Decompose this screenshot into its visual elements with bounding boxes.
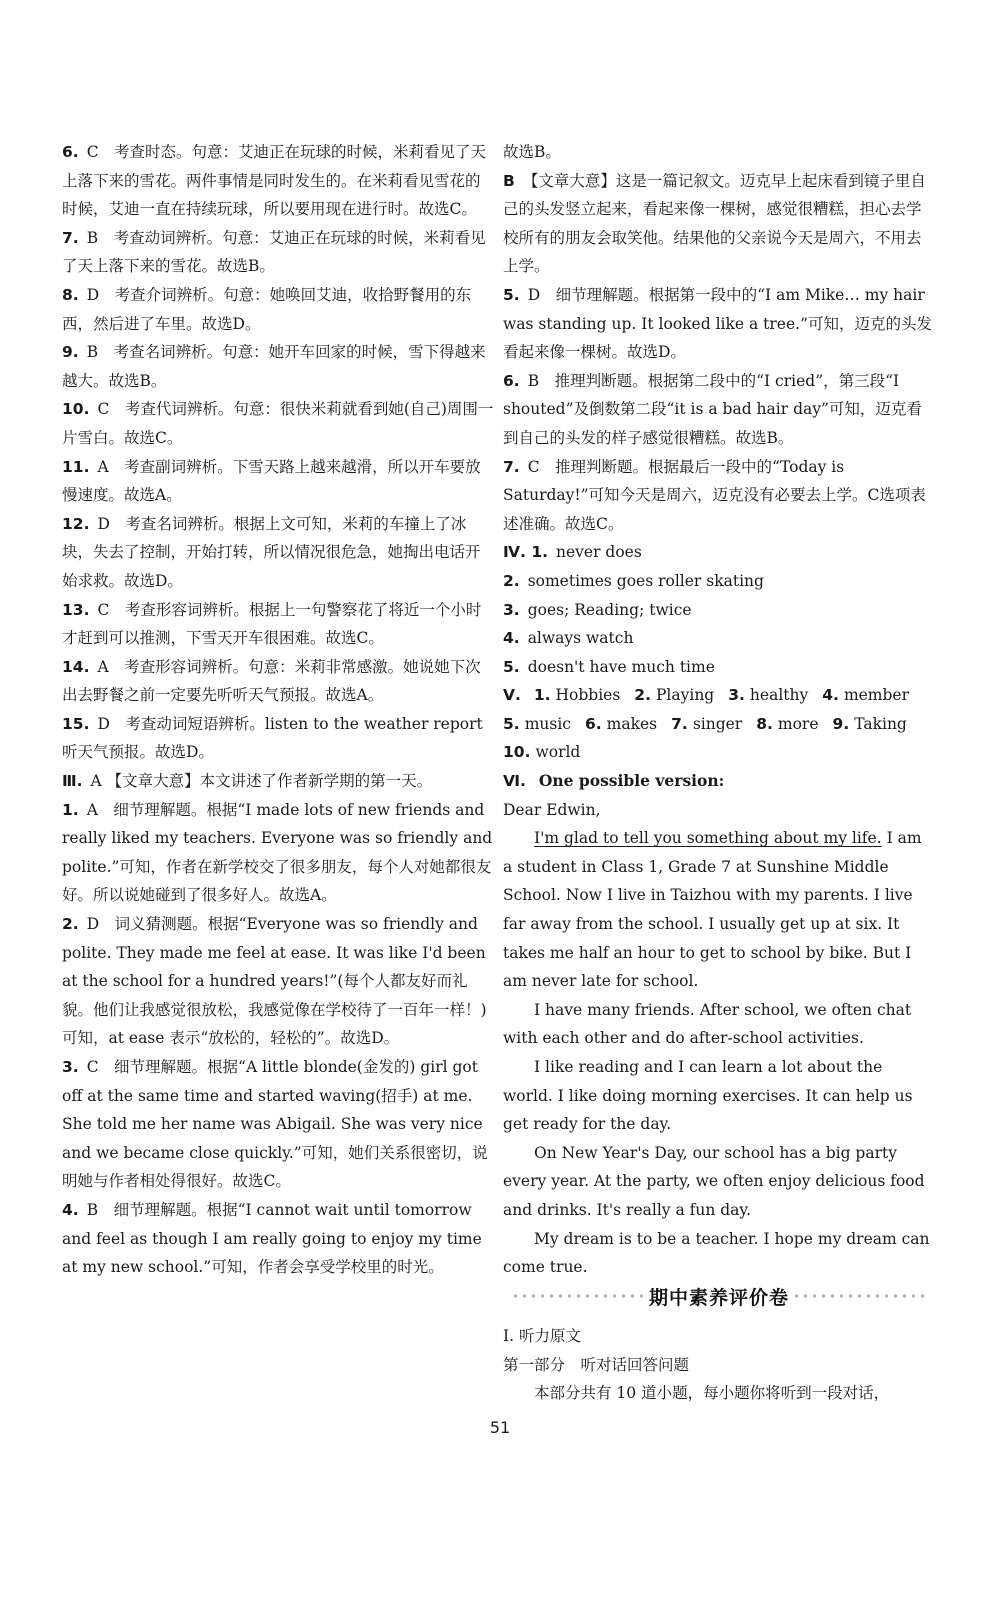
item-text: sometimes goes roller skating [527,571,764,590]
left-item [62,510,494,596]
blank-answer [756,715,818,733]
left-item [62,1196,494,1282]
item-number: 4. [503,629,520,648]
blank-number: 3. [728,686,745,705]
item-number: 1. [62,800,79,819]
blank-answer [503,715,571,733]
blank-word: member [843,686,910,705]
blank-answer [503,743,580,761]
letter-paragraph-1-rest: I am a student in Class 1, Grade 7 at Sunshine Middle School. Now I live in Taizhou with my parents. I live far away from the school. I usually get up at six. It takes me half an hour to get to school by bike. But I am never late for school. [503,829,922,991]
midterm-part-1: 第一部分 听对话回答问题 [503,1355,690,1374]
item-text: D 词义猜测题。根据“Everyone was so friendly and polite. They made me feel at ease. It was like I'd been at the school for a hundred years!”(每个人都友好而礼貌。他们让我感觉很放松，我感觉像在学校待了一百年一样！)可知，at ease 表示“放松的，轻松的”。故选D。 [62,915,487,1048]
section-v-label: Ⅴ. [503,686,521,705]
blank-answer [534,686,620,704]
blank-word: Hobbies [555,686,621,705]
left-item [62,910,494,1053]
item-text: doesn't have much time [527,657,715,676]
blank-word: Taking [854,714,907,733]
blank-word: healthy [749,686,809,705]
right-item [503,538,935,567]
item-number: 5. [503,285,520,304]
item-number: 10. [62,400,90,419]
item-number: 6. [62,143,79,161]
right-item [503,167,935,281]
item-number: Ⅳ. 1. [503,543,548,562]
item-text: D 考查名词辨析。根据上文可知，米莉的车撞上了冰块，失去了控制，开始打转，所以情况很危急，她掏出电话开始求救。故选D。 [62,514,481,590]
item-text: C 考查代词辨析。句意：很快米莉就看到她(自己)周围一片雪白。故选C。 [62,400,494,447]
right-item [503,367,935,453]
item-text: D 考查动词短语辨析。listen to the weather report 听天气预报。故选D。 [62,714,483,762]
blank-answer [728,686,808,704]
item-text: B 考查动词辨析。句意：艾迪正在玩球的时候，米莉看见了天上落下来的雪花。故选B。 [62,228,486,276]
section-vi [503,767,935,796]
section-vi-label: Ⅵ. [503,772,526,791]
item-text: A 考查形容词辨析。句意：米莉非常感激。她说她下次出去野餐之前一定要先听听天气预报。故选A。 [62,657,481,705]
letter-paragraph-4: On New Year's Day, our school has a big party every year. At the party, we often enjoy delicious food and drinks. It's really a fun day. [503,1143,925,1219]
left-item [62,596,494,653]
blank-word: makes [606,714,658,733]
midterm-intro: 本部分共有 10 道小题，每小题你将听到一段对话， [534,1384,890,1403]
item-number: 3. [62,1058,79,1076]
right-item [503,624,935,653]
banner-dots-left [514,1292,643,1300]
left-item [62,710,494,767]
blank-word: singer [692,714,743,733]
letter-salutation: Dear Edwin, [503,800,601,819]
left-item [62,1053,494,1196]
item-number: 8. [62,285,79,304]
item-text: C 推理判断题。根据最后一段中的“Today is Saturday!”可知今天是周六，迈克没有必要去上学。C选项表述准确。故选C。 [503,457,926,533]
letter-first-sentence: I'm glad to tell you something about my life. [534,829,882,848]
letter-paragraph-1 [503,824,935,996]
item-text: goes; Reading; twice [527,600,692,619]
item-text: 故选B。 [503,143,561,161]
item-number: 5. [503,657,520,676]
blank-number: 10. [503,743,531,762]
page-number: 51 [489,1418,511,1437]
left-item [62,767,494,796]
item-number: B [503,171,515,190]
blank-word: Playing [655,686,715,705]
item-text: A 细节理解题。根据“I made lots of new friends and really liked my teachers. Everyone was so friendly and polite.”可知，作者在新学校交了很多朋友，每个人对她都很友好。所以说她碰到了很多好人。故选A。 [62,800,493,905]
blank-number: 1. [533,686,551,705]
item-number: Ⅲ. [62,772,83,791]
section-v-row3 [503,738,935,767]
item-number: 7. [503,457,520,476]
midterm-section-1: Ⅰ. 听力原文 [503,1327,581,1345]
item-number: 15. [62,714,90,733]
blank-number: 9. [832,714,850,733]
midterm-banner [508,1274,930,1318]
right-item [503,281,935,367]
item-number: 9. [62,343,79,362]
item-text: C 细节理解题。根据“A little blonde(金发的) girl got off at the same time and started waving(招手) at me. She told me her name was Abigail. She was very nice and we became close quickly.”可知，她们关系很密切，说明她与作者相处得很好。故选C。 [62,1058,488,1191]
midterm-content [503,1322,935,1408]
right-item [503,653,935,682]
section-v [503,681,935,710]
blank-answer [822,686,909,704]
item-number: 14. [62,657,90,676]
right-item [503,138,935,167]
left-item [62,653,494,710]
blank-word: world [535,743,581,762]
banner-dots-right [795,1292,924,1300]
item-number: 12. [62,514,90,533]
section-v-row2 [503,710,935,739]
left-item [62,338,494,395]
item-number: 11. [62,457,90,476]
letter-paragraph-2: I have many friends. After school, we often chat with each other and do after-school activities. [503,1000,912,1048]
right-column [503,138,935,1282]
item-text: always watch [527,629,634,648]
left-item [62,796,494,910]
blank-number: 4. [822,686,839,705]
letter-paragraph-3: I like reading and I can learn a lot about the world. I like doing morning exercises. It can help us get ready for the day. [503,1058,913,1134]
right-item [503,596,935,625]
left-item [62,453,494,510]
letter-paragraph-5: My dream is to be a teacher. I hope my dream can come true. [503,1229,930,1277]
item-number: 6. [503,371,520,390]
left-column [62,138,494,1282]
item-text: C 考查时态。句意：艾迪正在玩球的时候，米莉看见了天上落下来的雪花。两件事情是同时发生的。在米莉看见雪花的时候，艾迪一直在持续玩球，所以要用现在进行时。故选C。 [62,143,487,219]
blank-number: 6. [584,714,602,733]
item-text: never does [556,543,642,562]
item-text: B 细节理解题。根据“I cannot wait until tomorrow and feel as though I am really going to enjoy my time at my new school.”可知，作者会享受学校里的时光。 [62,1200,482,1277]
item-text: A 考查副词辨析。下雪天路上越来越滑，所以开车要放慢速度。故选A。 [62,457,481,505]
right-column-items [503,138,935,681]
item-text: B 推理判断题。根据第二段中的“I cried”，第三段“I shouted”及倒数第二段“it is a bad hair day”可知，迈克看到自己的头发的样子感觉很糟糕。故选B。 [503,371,922,447]
item-text: C 考查形容词辨析。根据上一句警察花了将近一个小时才赶到可以推测，下雪天开车很困难。故选C。 [62,600,482,648]
blank-answer [671,715,742,733]
midterm-title: 期中素养评价卷 [649,1286,790,1309]
item-text: B 考查名词辨析。句意：她开车回家的时候，雪下得越来越大。故选B。 [62,343,486,390]
left-item [62,224,494,281]
item-number: 4. [62,1200,79,1219]
section-vi-heading: One possible version: [538,771,725,791]
item-number: 7. [62,228,79,247]
item-number: 13. [62,600,90,619]
blank-answer [833,715,907,733]
item-text: A 【文章大意】本文讲述了作者新学期的第一天。 [90,772,433,791]
item-number: 2. [62,915,79,934]
blank-number: 8. [756,714,773,733]
item-number: 3. [503,600,520,619]
blank-number: 5. [503,714,520,733]
right-item [503,567,935,596]
blank-number: 7. [671,714,688,733]
item-text: D 考查介词辨析。句意：她唤回艾迪，收拾野餐用的东西，然后进了车里。故选D。 [62,285,472,333]
item-number: 2. [503,571,520,590]
item-text: 【文章大意】这是一篇记叙文。迈克早上起床看到镜子里自己的头发竖立起来，看起来像一棵树，感觉很糟糕，担心去学校所有的朋友会取笑他。结果他的父亲说今天是周六，不用去上学。 [503,171,926,276]
blank-answer [634,686,714,704]
left-item [62,281,494,338]
left-item [62,395,494,452]
blank-answer [585,715,657,733]
blank-word: music [524,714,571,733]
blank-number: 2. [634,686,651,705]
left-item [62,138,494,224]
right-item [503,453,935,539]
item-text: D 细节理解题。根据第一段中的“I am Mike… my hair was standing up. It looked like a tree.”可知，迈克的头发看起来像一棵树。故选D。 [503,285,932,362]
blank-word: more [777,714,819,733]
